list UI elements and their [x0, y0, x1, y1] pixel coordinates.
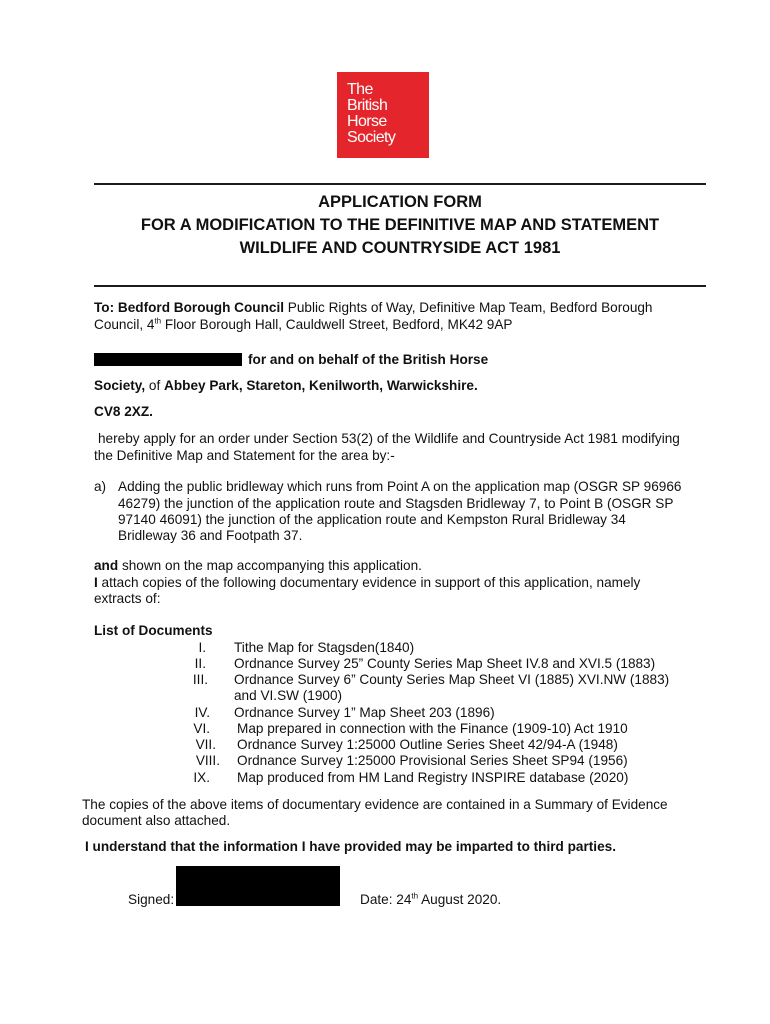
ordinal-suffix: th: [411, 891, 419, 901]
logo-text-line: Horse: [347, 113, 387, 130]
and-word: and: [94, 558, 119, 573]
document-title-continued: and VI.SW (1900): [234, 688, 343, 703]
request-line-1: hereby apply for an order under Section 53(2) of the Wildlife and Countryside Act 1981 modifying: [98, 431, 680, 446]
document-title: Map produced from HM Land Registry INSPIRE database (2020): [237, 770, 629, 785]
signature-date: [360, 891, 501, 908]
addressee-line-2: [94, 316, 512, 333]
document-title: Ordnance Survey 25” County Series Map Sheet IV.8 and XVI.5 (1883): [234, 656, 656, 671]
applicant-postcode: CV8 2XZ.: [94, 404, 153, 419]
shown-line-3: extracts of:: [94, 591, 161, 606]
attach-text: attach copies of the following documentary evidence in support of this application, namely: [97, 575, 641, 590]
item-a-line: 97140 46091) the junction of the application route and Kempston Rural Bridleway 34: [118, 512, 626, 527]
addressee-line-1: [94, 299, 653, 316]
document-number: VIII.: [195, 753, 220, 768]
document-title: Tithe Map for Stagsden(1840): [234, 640, 415, 655]
document-number: I.: [198, 640, 206, 655]
applicant-address: Abbey Park, Stareton, Kenilworth, Warwickshire.: [164, 378, 478, 393]
shown-line-1: [94, 557, 422, 574]
shown-text: shown on the map accompanying this application.: [118, 558, 422, 573]
shown-line-2: [94, 574, 640, 591]
bottom-divider: [94, 285, 706, 287]
signed-label: Signed:: [128, 892, 175, 907]
redacted-applicant-name: [94, 353, 242, 366]
addressee-department: Public Rights of Way, Definitive Map Team, Bedford Borough: [284, 300, 653, 315]
document-number: VII.: [195, 737, 216, 752]
item-a-line: Bridleway 36 and Footpath 37.: [118, 528, 303, 543]
document-number: VI.: [193, 721, 210, 736]
logo-text-line: British: [347, 97, 388, 114]
item-a-line: Adding the public bridleway which runs from Point A on the application map (OSGR SP 96966: [118, 479, 682, 494]
document-title: Ordnance Survey 6” County Series Map Sheet VI (1885) XVI.NW (1883): [234, 672, 670, 687]
british-horse-society-logo: [337, 72, 429, 158]
document-title: Map prepared in connection with the Finance (1909-10) Act 1910: [237, 721, 628, 736]
document-number: IV.: [194, 705, 210, 720]
title-line-3: WILDLIFE AND COUNTRYSIDE ACT 1981: [239, 239, 561, 257]
addressee-address: Floor Borough Hall, Cauldwell Street, Bedford, MK42 9AP: [161, 317, 513, 332]
applicant-behalf: for and on behalf of the British Horse: [248, 352, 489, 367]
logo-text-line: Society: [347, 129, 396, 146]
item-a-marker: a): [94, 479, 107, 494]
date-rest: August 2020.: [418, 892, 502, 907]
addressee-name: To: Bedford Borough Council: [94, 300, 285, 315]
title-line-1: APPLICATION FORM: [318, 193, 482, 211]
document-number: IX.: [193, 770, 210, 785]
date-prefix: Date: 24: [360, 892, 412, 907]
consent-statement: I understand that the information I have provided may be imparted to third parties.: [85, 839, 616, 854]
document-title: Ordnance Survey 1:25000 Outline Series Sheet 42/94-A (1948): [237, 737, 618, 752]
top-divider: [94, 183, 706, 185]
item-a-line: 46279) the junction of the application route and Stagsden Bridleway 7, to Point B (OSGR SP: [118, 496, 674, 511]
document-number: II.: [194, 656, 206, 671]
applicant-society: Society,: [94, 378, 146, 393]
summary-line-1: The copies of the above items of documentary evidence are contained in a Summary of Evidence: [82, 797, 668, 812]
summary-line-2: document also attached.: [82, 813, 231, 828]
logo-text-line: The: [347, 81, 373, 98]
ordinal-suffix: th: [154, 316, 162, 326]
document-title: Ordnance Survey 1:25000 Provisional Series Sheet SP94 (1956): [237, 753, 628, 768]
addressee-council: Council, 4: [94, 317, 155, 332]
applicant-address-line: [94, 377, 478, 394]
document-number: III.: [192, 672, 208, 687]
request-line-2: the Definitive Map and Statement for the area by:-: [94, 448, 395, 463]
document-title: Ordnance Survey 1” Map Sheet 203 (1896): [234, 705, 495, 720]
i-word: I: [94, 575, 98, 590]
form-title: [94, 191, 706, 260]
applicant-of: of: [145, 378, 165, 393]
redacted-signature: [176, 866, 340, 906]
documents-heading: List of Documents: [94, 623, 213, 638]
title-line-2: FOR A MODIFICATION TO THE DEFINITIVE MAP AND STATEMENT: [140, 216, 660, 234]
